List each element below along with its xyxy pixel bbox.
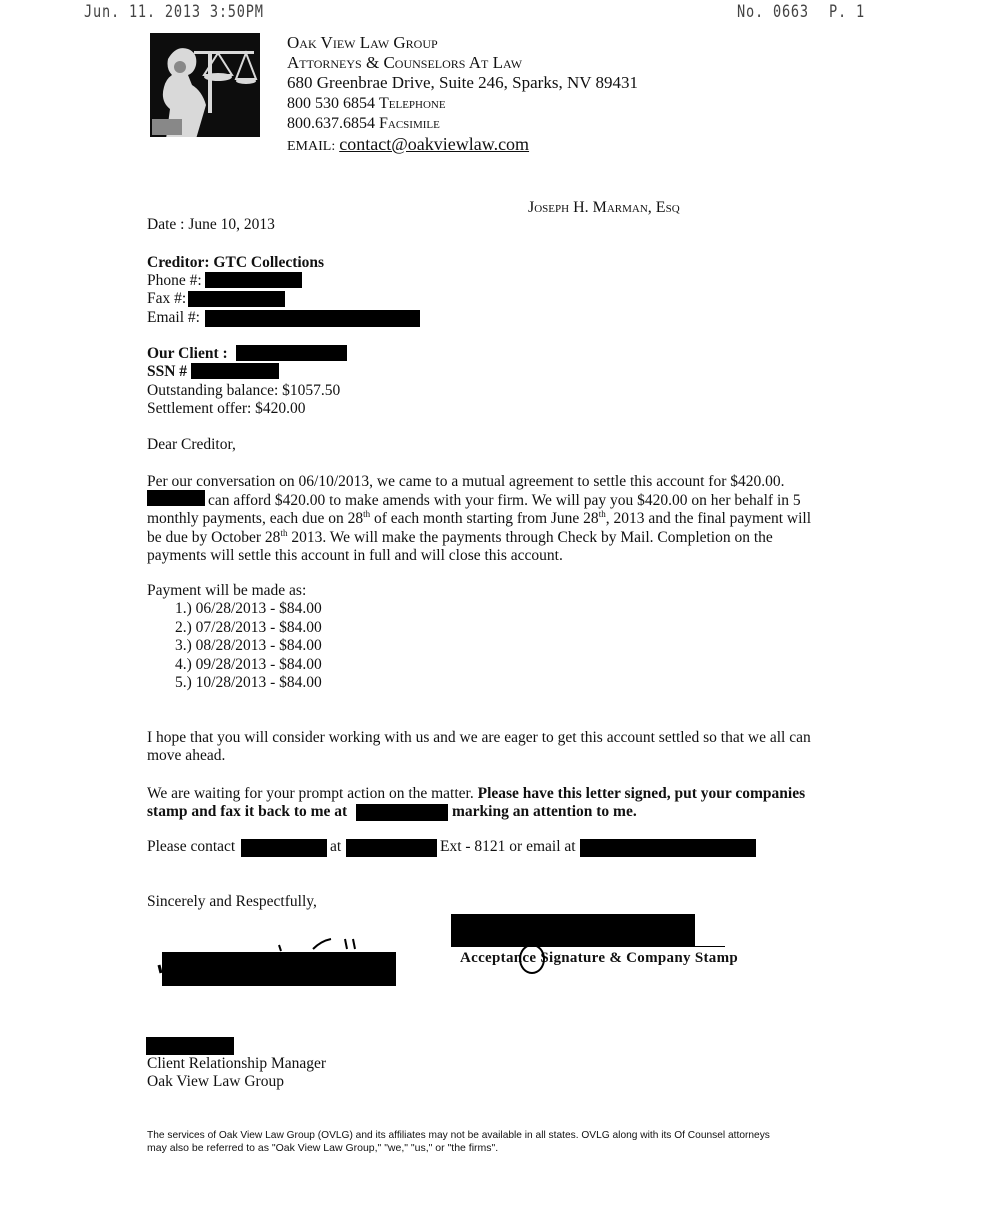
contact-at: at (330, 838, 342, 855)
creditor-heading: Creditor: GTC Collections (147, 254, 325, 271)
payment-item: 3.) 08/28/2013 - $84.00 (175, 637, 322, 654)
fax-number: No. 0663 (737, 2, 809, 22)
attorney-name: Joseph H. Marman, Esq (528, 199, 680, 216)
redaction-fax-number (356, 804, 448, 821)
p2-line1: I hope that you will consider working with us and we are eager to get this account settled so that we all can (147, 729, 811, 746)
firm-name: Oak View Law Group (287, 33, 438, 52)
agreement-paragraph (147, 473, 847, 566)
letter-date: Date : June 10, 2013 (147, 216, 275, 233)
creditor-phone-label: Phone #: (147, 272, 202, 289)
p1-line4: be due by October 28th 2013. We will make the payments through Check by Mail. Completion on the (147, 527, 773, 546)
fax-datetime: Jun. 11. 2013 3:50PM (84, 2, 264, 22)
firm-address: 680 Greenbrae Drive, Suite 246, Sparks, NV 89431 (287, 73, 638, 92)
settlement-offer: Settlement offer: $420.00 (147, 400, 306, 417)
signatory-title: Client Relationship Manager (147, 1055, 327, 1072)
firm-telephone (287, 95, 446, 114)
redaction-creditor-email (205, 310, 420, 327)
redaction-creditor-fax (188, 291, 285, 307)
creditor-fax-label: Fax #: (147, 290, 187, 307)
redaction-client-name (236, 345, 347, 361)
p1-line5: payments will settle this account in full and will close this account. (147, 547, 563, 564)
fax-number-value: 800.637.6854 (287, 115, 375, 132)
footer-line2: may also be referred to as "Oak View Law Group," "we," "us," or "the firms". (147, 1141, 499, 1154)
email-link[interactable]: contact@oakviewlaw.com (339, 134, 530, 154)
p1-line1: Per our conversation on 06/10/2013, we came to a mutual agreement to settle this account for $420.00. (147, 473, 785, 490)
redaction-contact-phone (346, 839, 437, 857)
redaction-acceptance-signature (451, 914, 695, 947)
payment-item: 5.) 10/28/2013 - $84.00 (175, 674, 322, 691)
payment-intro: Payment will be made as: (147, 582, 307, 599)
payment-item: 4.) 09/28/2013 - $84.00 (175, 655, 322, 673)
client-heading: Our Client : (147, 345, 228, 362)
telephone-number: 800 530 6854 (287, 95, 375, 112)
redaction-client-name-2 (147, 490, 205, 506)
firm-logo-image (150, 33, 260, 137)
payment-list (175, 600, 322, 693)
redaction-contact-email (580, 839, 756, 857)
p1-line3: monthly payments, each due on 28th of each month starting from June 28th, 2013 and the final payment will (147, 508, 812, 527)
firm-fax (287, 115, 440, 134)
signatory-org: Oak View Law Group (147, 1073, 284, 1090)
contact-prefix: Please contact (147, 838, 236, 855)
payment-item: 2.) 07/28/2013 - $84.00 (175, 618, 322, 636)
email-label: EMAIL: (287, 139, 336, 154)
fax-page: P. 1 (829, 2, 865, 22)
redaction-creditor-phone (205, 272, 302, 288)
redaction-signature (162, 952, 396, 986)
closing: Sincerely and Respectfully, (147, 893, 317, 910)
p1-line2: can afford $420.00 to make amends with your firm. We will pay you $420.00 on her behalf in 5 (208, 491, 801, 509)
contact-ext: Ext - 8121 or email at (440, 838, 576, 855)
client-ssn-label: SSN # (147, 363, 188, 380)
p3-line1: We are waiting for your prompt action on the matter. Please have this letter signed, put your companies (147, 785, 806, 802)
footer-disclaimer (147, 1129, 847, 1154)
firm-tagline: Attorneys & Counselors At Law (287, 53, 523, 72)
acceptance-label: Acceptance Signature & Company Stamp (460, 950, 739, 966)
scales-of-justice-icon (150, 33, 260, 137)
redaction-contact-name (241, 839, 327, 857)
creditor-email-label: Email #: (147, 309, 200, 326)
redaction-client-ssn (191, 363, 279, 379)
payment-item: 1.) 06/28/2013 - $84.00 (175, 600, 322, 617)
redaction-signatory-name (146, 1037, 234, 1055)
outstanding-balance: Outstanding balance: $1057.50 (147, 382, 341, 399)
p2-line2: move ahead. (147, 747, 226, 764)
firm-email (287, 135, 529, 157)
p3-line2a: stamp and fax it back to me at (147, 803, 348, 820)
acceptance-signature-line (451, 946, 725, 947)
stamp-circle-mark (519, 944, 545, 974)
salutation: Dear Creditor, (147, 436, 236, 453)
fax-label: Facsimile (379, 115, 440, 132)
telephone-label: Telephone (379, 95, 446, 112)
footer-line1: The services of Oak View Law Group (OVLG) and its affiliates may not be available in all states. OVLG along with its Of Counsel attorneys (147, 1129, 770, 1141)
p3-line2b: marking an attention to me. (452, 803, 637, 820)
